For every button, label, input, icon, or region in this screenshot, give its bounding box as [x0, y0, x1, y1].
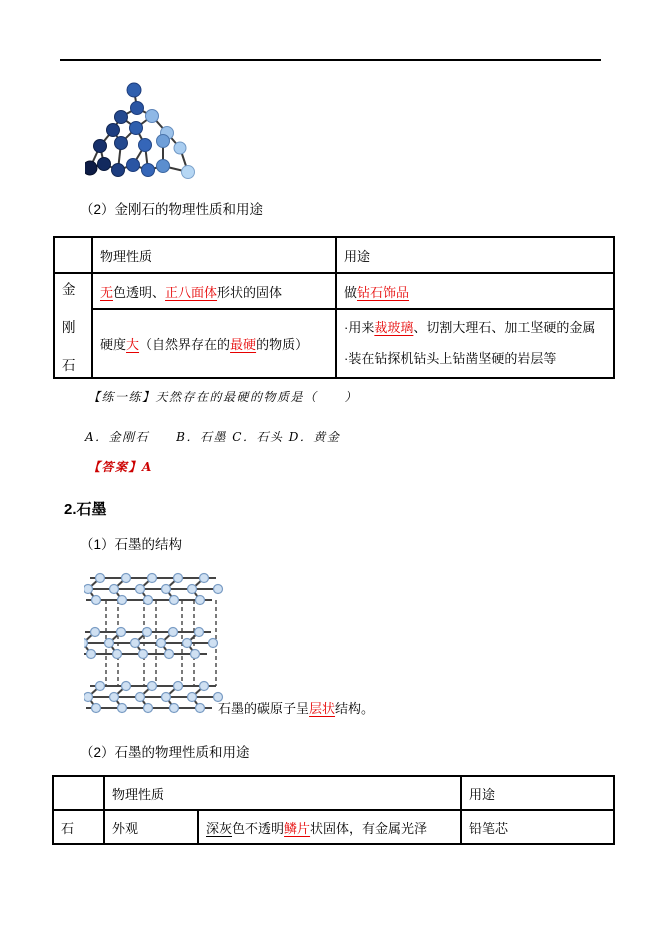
table-row [54, 309, 614, 378]
diamond-hardness-use-cell [336, 309, 614, 378]
diamond-properties-heading: （2）金刚石的物理性质和用途 [80, 202, 264, 217]
highlighted-term: 鳞片 [284, 820, 311, 836]
diamond-appearance-use-cell: 做钻石饰品 [336, 273, 614, 309]
answer-label: 【答案】 [88, 460, 143, 474]
diamond-hardness-cell: 硬度大（自然界存在的最硬的物质） [92, 309, 336, 378]
table-header-row [53, 776, 614, 810]
practice-answer [88, 458, 153, 475]
highlighted-term: 钻石饰品 [357, 284, 410, 300]
graphite-section-heading: 2.石墨 [64, 501, 107, 518]
graphite-properties-table [52, 775, 615, 845]
highlighted-term: 大 [126, 337, 140, 352]
practice-options: A．金刚石 B．石墨 C．石头 D．黄金 [85, 430, 341, 444]
table-row [53, 810, 614, 844]
highlighted-term: 无 [100, 284, 114, 300]
empty-corner-cell [53, 776, 104, 810]
header-rule [60, 59, 601, 61]
use-line: ·用来裁玻璃、切割大理石、加工坚硬的金属 [344, 320, 596, 335]
answer-value: A [142, 460, 153, 474]
graphite-row-label-cell: 石 [53, 810, 104, 844]
highlighted-term: 裁玻璃 [374, 320, 414, 335]
use-column-header: 用途 [336, 237, 614, 273]
graphite-use-cell: 铅笔芯 [461, 810, 614, 844]
graphite-structure-heading: （1）石墨的结构 [80, 537, 183, 552]
property-column-header: 物理性质 [92, 237, 336, 273]
highlighted-term: 正八面体 [165, 284, 218, 300]
graphite-structure-image [84, 572, 224, 714]
highlighted-term: 层状 [309, 701, 336, 716]
diamond-vertical-label: 金 刚 石 [62, 281, 76, 373]
use-column-header: 用途 [461, 776, 614, 810]
graphite-caption: 石墨的碳原子呈层状结构。 [218, 701, 375, 716]
table-header-row [54, 237, 614, 273]
property-column-header: 物理性质 [104, 776, 461, 810]
table-row [54, 273, 614, 309]
diamond-properties-table [53, 236, 615, 379]
diamond-structure-image [85, 80, 195, 180]
empty-corner-cell [54, 237, 92, 273]
diamond-row-label-cell [54, 273, 92, 378]
practice-question: 【练一练】天然存在的最硬的物质是（ ） [88, 390, 359, 404]
underlined-term: 深灰 [206, 820, 233, 836]
graphite-property-name-cell: 外观 [104, 810, 198, 844]
graphite-appearance-cell: 深灰色不透明鳞片状固体，有金属光泽 [198, 810, 461, 844]
use-line: ·装在钻探机钻头上钻凿坚硬的岩层等 [344, 351, 557, 366]
highlighted-term: 最硬 [230, 337, 257, 352]
graphite-properties-heading: （2）石墨的物理性质和用途 [80, 745, 250, 760]
diamond-appearance-cell: 无色透明、正八面体形状的固体 [92, 273, 336, 309]
